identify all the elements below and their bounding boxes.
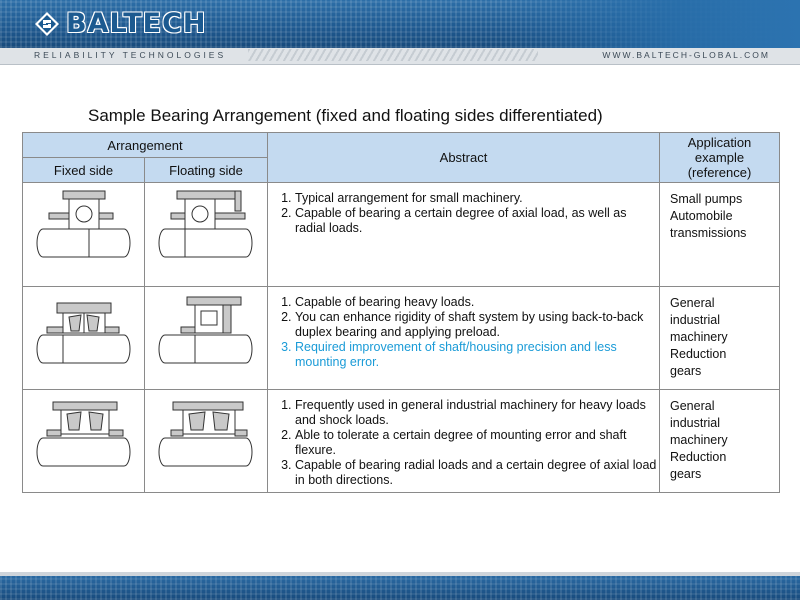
row3-fixed-figure [23,390,145,493]
abstract-item: 1. Typical arrangement for small machinery. [295,191,659,206]
brand-logo [34,9,206,39]
application-line: transmissions [670,226,747,240]
row1-floating-figure [145,183,268,287]
brand-name: BALTECH [66,8,207,39]
spherical-roller-bearing-fixed-icon [29,390,139,480]
header-application [660,133,780,183]
application-line: Reduction [670,450,727,464]
brand-url: WWW.BALTECH-GLOBAL.COM [602,50,770,60]
row2-floating-figure [145,287,268,390]
duplex-angular-contact-bearing-icon [29,287,139,377]
header-floating-side: Floating side [145,158,268,183]
row3-floating-figure [145,390,268,493]
row2-application [660,287,780,390]
application-line: gears [670,364,702,378]
abstract-item: 2. Capable of bearing a certain degree of axial load, as well as radial loads. [295,206,659,236]
row1-abstract [268,183,660,287]
application-line: Reduction [670,347,727,361]
page-title: Sample Bearing Arrangement (fixed and floating sides differentiated) [88,106,603,125]
abstract-item-highlight: 3. Required improvement of shaft/housing precision and less mounting error. [295,340,659,370]
abstract-item: 1. Frequently used in general industrial machinery for heavy loads and shock loads. [295,398,659,428]
abstract-list [268,295,659,370]
subheader-hatch [248,49,538,61]
spherical-roller-bearing-floating-icon [151,390,261,480]
application-line: machinery [670,433,728,447]
abstract-item: 2. You can enhance rigidity of shaft system by using back-to-back duplex bearing and applying preload. [295,310,659,340]
abstract-item: 3. Capable of bearing radial loads and a certain degree of axial load in both directions. [295,458,659,488]
baltech-logo-icon [34,11,60,37]
application-line: industrial [670,313,721,327]
application-line: machinery [670,330,728,344]
brand-tagline: RELIABILITY TECHNOLOGIES [34,50,227,60]
abstract-list [268,398,659,488]
cylindrical-roller-bearing-icon [151,287,261,377]
row1-application [660,183,780,287]
deep-groove-ball-bearing-floating-icon [151,183,261,273]
row1-fixed-figure [23,183,145,287]
abstract-item: 2. Able to tolerate a certain degree of mounting error and shaft flexure. [295,428,659,458]
row2-fixed-figure [23,287,145,390]
row2-abstract [268,287,660,390]
application-line: gears [670,467,702,481]
header-fade [500,0,800,48]
application-line: Automobile [670,209,733,223]
header-abstract: Abstract [268,133,660,183]
header-arrangement: Arrangement [23,133,268,158]
application-line: industrial [670,416,721,430]
application-line: Small pumps [670,192,743,206]
deep-groove-ball-bearing-fixed-icon [29,183,139,273]
abstract-list [268,191,659,236]
table-row [23,390,780,493]
footer-banner [0,576,800,600]
header-banner [0,0,800,48]
abstract-item: 1. Capable of bearing heavy loads. [295,295,659,310]
row3-application [660,390,780,493]
table-row [23,287,780,390]
row3-abstract [268,390,660,493]
application-line: General [670,399,715,413]
application-line: General [670,296,715,310]
header-fixed-side: Fixed side [23,158,145,183]
table-row [23,183,780,287]
header-application-label: Application example (reference) [687,135,752,180]
bearing-arrangement-table [22,132,780,493]
